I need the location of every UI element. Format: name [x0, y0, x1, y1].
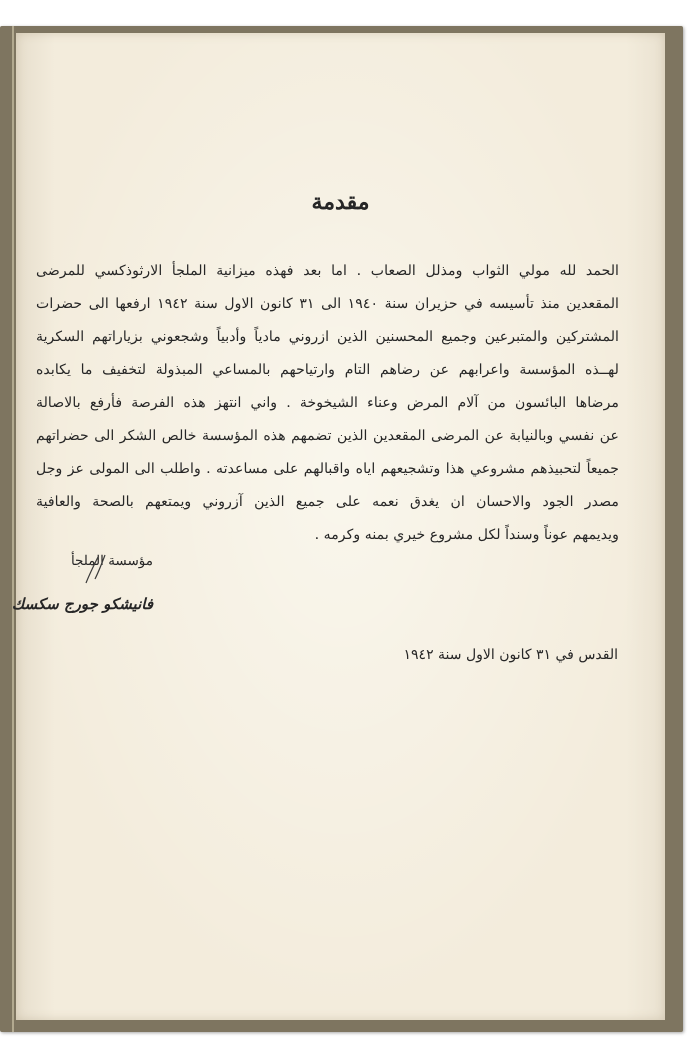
body-line-5: مرضاها البائسون من آلام المرض وعناء الشيخوخة . واني انتهز هذه الفرصة فأرفع بالاصالة: [36, 395, 619, 411]
body-line-4: لهــذه المؤسسة واعرابهم عن رضاهم التام وارتياحهم بالمساعي المبذولة لتخفيف ما يكابده: [36, 362, 619, 378]
preface-body: [36, 255, 619, 552]
body-line-6: عن نفسي وبالنيابة عن المرضى المقعدين الذين تضمهم هذه المؤسسة خالص الشكر الى حضراتهم: [36, 428, 619, 444]
place-date: القدس في ٣١ كانون الاول سنة ١٩٤٢: [403, 647, 618, 663]
page-title: مقدمة: [311, 189, 370, 215]
body-line-7: جميعاً لتحبيذهم مشروعي هذا وتشجيعهم اياه واقبالهم على مساعدته . واطلب الى المولى عز وجل: [36, 461, 619, 477]
body-line-2: المقعدين منذ تأسيسه في حزيران سنة ١٩٤٠ الى ٣١ كانون الاول سنة ١٩٤٢ ارفعها الى حضرات: [36, 296, 619, 312]
body-line-8: مصدر الجود والاحسان ان يغدق نعمه على جميع الذين آزروني ويمتعهم بالصحة والعافية: [36, 494, 619, 510]
body-line-3: المشتركين والمتبرعين وجميع المحسنين الذين ازروني مادياً وأدبياً وشجعوني بزياراتهم السكرية: [36, 329, 619, 345]
body-line-9: ويديمهم عوناً وسنداً لكل مشروع خيري بمنه وكرمه .: [314, 527, 619, 543]
body-line-1: الحمد لله مولي الثواب ومذلل الصعاب . اما بعد فهذه ميزانية الملجأ الارثوذكسي للمرضى: [36, 263, 619, 279]
signature-organization: مؤسسة الملجأ: [70, 553, 153, 569]
binding-edge: [12, 26, 14, 1032]
signature-name: فانيشكو جورج سكسك: [11, 595, 153, 613]
document-page: [11, 33, 665, 1020]
pen-stroke-mark: [72, 553, 112, 587]
